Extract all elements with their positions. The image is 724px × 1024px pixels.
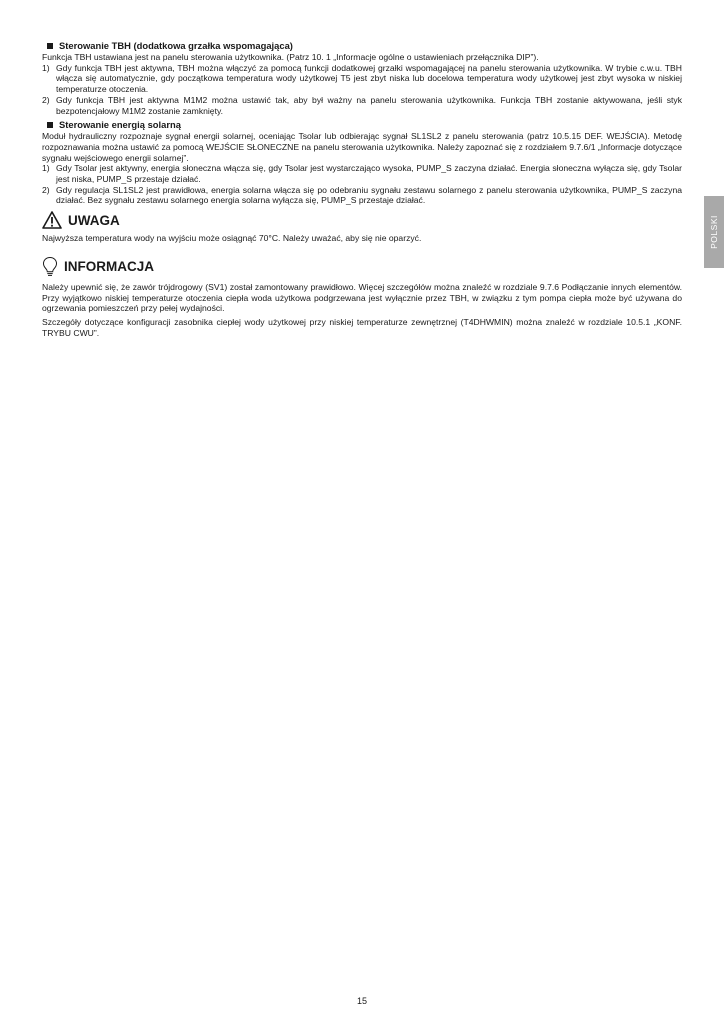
solar-item-2-number: 2) [42,184,50,195]
square-bullet-icon [47,43,53,49]
tbh-list-item-2 [42,95,682,116]
info-title-text: INFORMACJA [64,259,154,275]
solar-heading-text: Sterowanie energią solarną [59,119,181,131]
solar-item-2-text: Gdy regulacja SL1SL2 jest prawidłowa, energia solarna włącza się po odebraniu sygnału zestawu solarnego z panelu sterowania użytkownika, PUMP_S zaczyna działać. Bez sygnału zestawu solarnego energia solarna wyłącza się, PUMP_S przestaje działać. [56,184,682,206]
info-title [42,256,682,278]
solar-item-1-text: Gdy Tsolar jest aktywny, energia słoneczna włącza się, gdy Tsolar jest wystarczająco wysoka, PUMP_S zaczyna działać. Energia słoneczna wyłącza się, gdy Tsolar jest niska, PUMP_S przestaje działać. [56,163,682,185]
lightbulb-icon [42,256,58,278]
tbh-item-2-text: Gdy funkcja TBH jest aktywna M1M2 można ustawić tak, aby był ważny na panelu sterowania użytkownika. Funkcja TBH zostanie aktywowana, jeśli styk bezpotencjałowy M1M2 zostanie zamknięty. [56,94,682,116]
warning-title-text: UWAGA [68,212,120,228]
tbh-intro: Funkcja TBH ustawiana jest na panelu sterowania użytkownika. (Patrz 10. 1 „Informacje ogólne o ustawieniach przełącznika DIP”). [42,52,539,62]
language-tab-label: POLSKI [709,215,719,249]
info-paragraph-2: Szczegóły dotyczące konfiguracji zasobnika ciepłej wody użytkowej przy niskiej temperaturze zewnętrznej (T4DHWMIN) można znaleźć w rozdziale 10.5.1 „KONF. TRYBU CWU”. [42,316,682,338]
info-paragraph-1: Należy upewnić się, że zawór trójdrogowy (SV1) został zamontowany prawidłowo. Więcej szczegółów można znaleźć w rozdziale 9.7.6 Podłączanie innych elementów. Przy wyjątkowo niskiej temperaturze otoczenia ciepła woda użytkowa podgrzewana jest wyłącznie przez TBH, w związku z tym pompa ciepła może być używana do ogrzewania pomieszczeń przy pełej wydajności. [42,281,682,314]
solar-list-item-2 [42,185,682,206]
solar-heading [42,119,682,131]
solar-item-1-number: 1) [42,163,50,174]
solar-list-item-1 [42,163,682,184]
page-content [42,40,682,338]
tbh-item-2-number: 2) [42,94,50,105]
tbh-item-1-text: Gdy funkcja TBH jest aktywna, TBH można włączyć za pomocą funkcji dodatkowej grzałki wspomagającej na panelu sterowania użytkownika. W trybie c.w.u. TBH włącza się automatycznie, gdy początkowa temperatura wody użytkowej T5 jest zbyt niska lub docelowa temperatura wody użytkowej jest zbyt wysoka w niskiej temperaturze otoczenia. [56,62,682,95]
tbh-item-1-number: 1) [42,62,50,73]
warning-title [42,211,682,229]
square-bullet-icon [47,122,53,128]
language-side-tab [704,196,724,268]
tbh-heading-text: Sterowanie TBH (dodatkowa grzałka wspomagająca) [59,40,293,51]
tbh-list-item-1 [42,63,682,95]
page-number: 15 [356,996,367,1006]
warning-text: Najwyższa temperatura wody na wyjściu może osiągnąć 70°C. Należy uważać, aby się nie oparzyć. [42,233,422,244]
solar-intro: Moduł hydrauliczny rozpoznaje sygnał energii solarnej, oceniając Tsolar lub odbierając sygnał SL1SL2 z panelu sterowania (patrz 10.5.15 DEF. WEJŚCIA). Metodę rozpoznawania można ustawić za pomocą WEJŚCIE SŁONECZNE na panelu sterowania użytkownika. Należy zapoznać się z rozdziałem 9.7.6/1 „Informacje dotyczące sygnału wejściowego energii solarnej”. [42,131,682,163]
warning-triangle-icon [42,211,62,229]
tbh-heading [42,40,682,52]
